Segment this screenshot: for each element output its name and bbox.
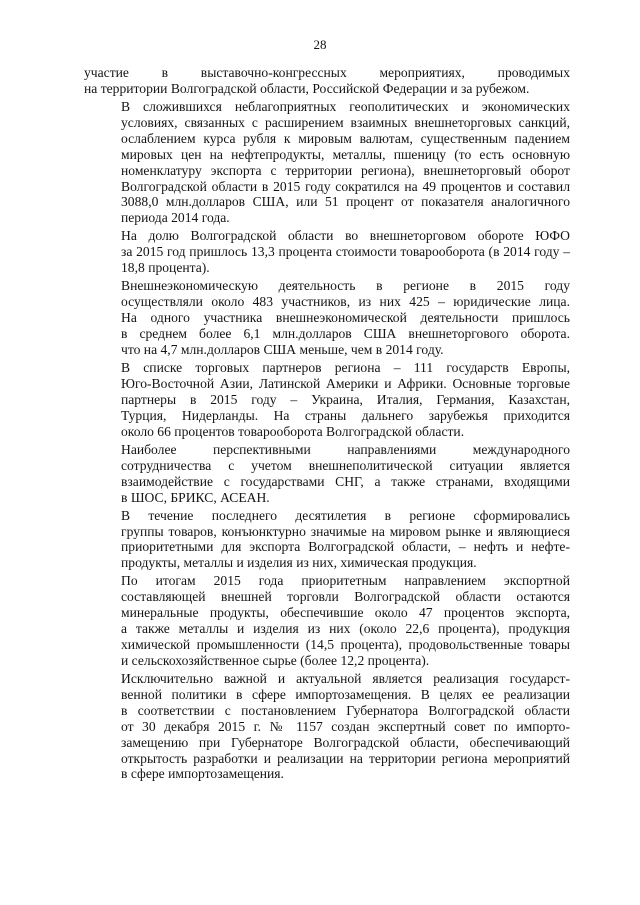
text-line: участие в выставочно-конгрессных мероприятиях, проводимых — [84, 65, 570, 80]
text-line: партнеры в 2015 году – Украина, Италия, Германия, Казахстан, — [121, 391, 570, 407]
text-line: приоритетными для экспорта Волгоградской области, – нефть и нефте- — [121, 539, 570, 555]
text-line: на территории Волгоградской области, Российской Федерации и за рубежом. — [84, 80, 530, 96]
text-line: минеральные продукты, обеспечившие около 47 процентов экспорта, — [121, 605, 570, 621]
text-line: 18,8 процента). — [121, 260, 210, 276]
text-line: около 66 процентов товарооборота Волгоградской области. — [121, 423, 465, 439]
text-line: замещению при Губернаторе Волгоградской области, обеспечивающий — [121, 734, 570, 750]
text-line: осуществляли около 483 участников, из них 425 – юридические лица. — [121, 294, 570, 310]
text-line: а также металлы и изделия из них (около 22,6 процента), продукция — [121, 621, 570, 637]
text-line: Юго-Восточной Азии, Латинской Америки и Африки. Основные торговые — [121, 375, 570, 391]
text-line: что на 4,7 млн.долларов США меньше, чем в 2014 году. — [121, 341, 444, 357]
text-line: В течение последнего десятилетия в регионе сформировались — [121, 507, 570, 523]
text-line: венной политики в сфере импортозамещения. В целях ее реализации — [121, 686, 570, 702]
text-line: и сельскохозяйственное сырье (более 12,2 процента). — [121, 652, 430, 668]
text-line: Исключительно важной и актуальной является реализация государст- — [121, 671, 570, 687]
text-line: Волгоградской области в 2015 году сократился на 49 процентов и составил — [121, 178, 570, 194]
paragraph — [84, 442, 570, 506]
document-body — [84, 65, 570, 785]
text-line: взаимодействие с государствами СНГ, а также странами, входящими — [121, 473, 570, 489]
text-line: открытость разработки и реализации на территории региона мероприятий — [121, 750, 570, 766]
text-line: условиях, связанных с расширением взаимных внешнеторговых санкций, — [121, 114, 570, 130]
text-line: продукты, металлы и изделия из них, химическая продукция. — [121, 555, 477, 571]
text-line: В сложившихся неблагоприятных геополитических и экономических — [121, 99, 570, 114]
text-line: составляющей внешней торговли Волгоградской области остаются — [121, 589, 570, 605]
text-line: Внешнеэкономическую деятельность в регионе в 2015 году — [121, 278, 570, 294]
text-line: от 30 декабря 2015 г. № 1157 создан экспертный совет по импорто- — [121, 718, 570, 734]
text-line: в сфере импортозамещения. — [121, 766, 284, 782]
paragraph — [84, 508, 570, 572]
paragraph — [84, 65, 570, 97]
text-line: По итогам 2015 года приоритетным направлением экспортной — [121, 573, 570, 589]
text-line: сотрудничества с учетом внешнеполитической ситуации является — [121, 457, 570, 473]
text-line: Наиболее перспективными направлениями международного — [121, 441, 570, 457]
text-line: за 2015 год пришлось 13,3 процента стоимости товарооборота (в 2014 году – — [121, 244, 570, 260]
paragraph — [84, 99, 570, 226]
paragraph — [84, 573, 570, 668]
page-number: 28 — [313, 37, 327, 52]
text-line: На долю Волгоградской области во внешнеторговом обороте ЮФО — [121, 228, 570, 244]
text-line: химической промышленности (14,5 процента), продовольственные товары — [121, 637, 570, 653]
text-line: мировых цен на нефтепродукты, металлы, пшеницу (то есть основную — [121, 146, 570, 162]
paragraph — [84, 360, 570, 440]
text-line: ослаблением курса рубля к мировым валютам, существенным падением — [121, 130, 570, 146]
text-line: Турция, Нидерланды. На страны дальнего зарубежья приходится — [121, 407, 570, 423]
text-line: периода 2014 года. — [121, 210, 230, 226]
text-line: 3088,0 млн.долларов США, или 51 процент от показателя аналогичного — [121, 194, 570, 210]
text-line: в соответствии с постановлением Губернатора Волгоградской области — [121, 702, 570, 718]
text-line: номенклатуру экспорта с территории региона), внешнеторговый оборот — [121, 162, 570, 178]
text-line: в среднем более 6,1 млн.долларов США внешнеторгового оборота. — [121, 326, 570, 342]
text-line: В списке торговых партнеров региона – 111 государств Европы, — [121, 360, 570, 376]
text-line: группы товаров, конъюнктурно значимые на мировом рынке и являющиеся — [121, 523, 570, 539]
paragraph — [84, 228, 570, 276]
paragraph — [84, 671, 570, 782]
paragraph — [84, 278, 570, 358]
text-line: На одного участника внешнеэкономической деятельности пришлось — [121, 310, 570, 326]
text-line: в ШОС, БРИКС, АСЕАН. — [121, 489, 270, 505]
